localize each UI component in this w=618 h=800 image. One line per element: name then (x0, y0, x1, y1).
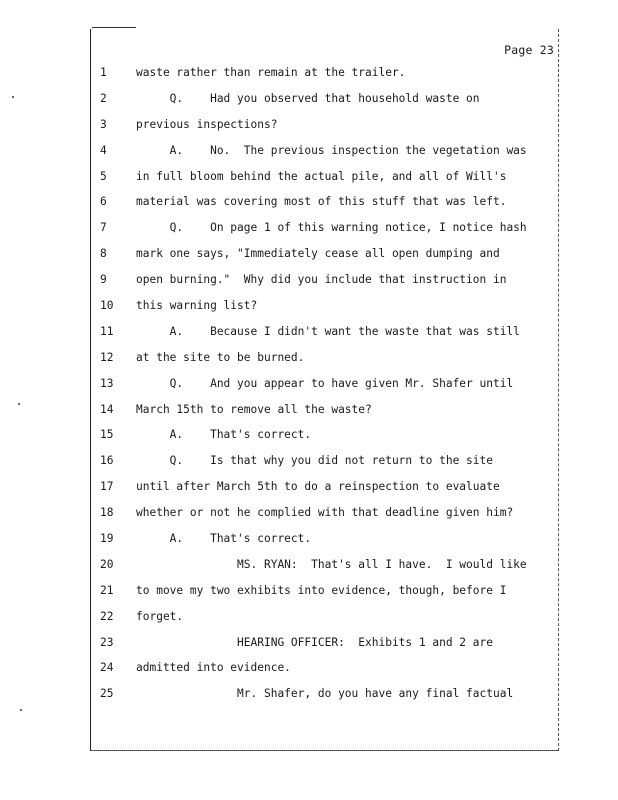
transcript-line (100, 681, 560, 707)
line-text: A. No. The previous inspection the vegetation was (136, 143, 527, 157)
line-text: until after March 5th to do a reinspection to evaluate (136, 480, 500, 494)
line-text: A. That's correct. (136, 428, 312, 442)
transcript-line (100, 345, 560, 371)
line-number: 1 (100, 66, 107, 79)
line-text: waste rather than remain at the trailer. (136, 66, 406, 79)
line-number: 2 (100, 91, 107, 105)
line-text: A. That's correct. (136, 532, 312, 546)
line-number: 9 (100, 273, 107, 287)
transcript-line (100, 319, 560, 345)
transcript-line (100, 86, 560, 112)
transcript-lines (100, 60, 560, 707)
transcript-line (100, 189, 560, 215)
transcript-line (100, 578, 560, 604)
line-number: 24 (100, 661, 114, 675)
scan-speck (18, 403, 20, 405)
transcript-line (100, 526, 560, 552)
transcript-line (100, 422, 560, 448)
line-number: 8 (100, 247, 107, 261)
line-number: 14 (100, 402, 114, 416)
line-text: mark one says, "Immediately cease all open dumping and (136, 247, 500, 261)
transcript-line (100, 371, 560, 397)
line-text: A. Because I didn't want the waste that was still (136, 324, 520, 338)
line-text: Q. Had you observed that household waste on (136, 91, 480, 105)
transcript-line (100, 60, 560, 86)
scan-speck (12, 96, 14, 98)
line-number: 17 (100, 480, 114, 494)
line-text: HEARING OFFICER: Exhibits 1 and 2 are (136, 635, 493, 649)
line-text: to move my two exhibits into evidence, though, before I (136, 583, 507, 597)
line-number: 18 (100, 506, 114, 520)
scan-speck (20, 709, 22, 711)
top-margin-tick (92, 27, 136, 28)
transcript-line (100, 448, 560, 474)
transcript-line (100, 241, 560, 267)
line-text: forget. (136, 609, 184, 623)
line-number: 22 (100, 609, 114, 623)
line-number: 12 (100, 350, 114, 364)
transcript-line (100, 164, 560, 190)
line-number: 3 (100, 117, 107, 131)
line-text: MS. RYAN: That's all I have. I would like (136, 557, 527, 571)
transcript-line (100, 267, 560, 293)
line-text: whether or not he complied with that deadline given him? (136, 506, 514, 520)
transcript-line (100, 630, 560, 656)
line-text: open burning." Why did you include that instruction in (136, 273, 507, 287)
line-number: 11 (100, 324, 114, 338)
line-text: previous inspections? (136, 117, 278, 131)
transcript-line (100, 112, 560, 138)
transcript-line (100, 138, 560, 164)
line-text: admitted into evidence. (136, 661, 291, 675)
line-text: material was covering most of this stuff that was left. (136, 195, 507, 209)
line-text: at the site to be burned. (136, 350, 305, 364)
line-number: 7 (100, 221, 107, 235)
transcript-line (100, 397, 560, 423)
line-number: 10 (100, 299, 114, 313)
line-number: 25 (100, 687, 114, 701)
line-text: Q. On page 1 of this warning notice, I notice hash (136, 221, 527, 235)
line-number: 4 (100, 143, 107, 157)
line-number: 21 (100, 583, 114, 597)
line-number: 15 (100, 428, 114, 442)
line-text: Q. And you appear to have given Mr. Shafer until (136, 376, 514, 390)
line-text: in full bloom behind the actual pile, and all of Will's (136, 169, 507, 183)
transcript-line (100, 655, 560, 681)
transcript-line (100, 552, 560, 578)
line-number: 20 (100, 557, 114, 571)
line-text: Mr. Shafer, do you have any final factual (136, 687, 514, 701)
line-text: this warning list? (136, 299, 258, 313)
transcript-line (100, 215, 560, 241)
bottom-scan-edge (92, 748, 556, 751)
line-number: 23 (100, 635, 114, 649)
transcript-line (100, 293, 560, 319)
line-number: 16 (100, 454, 114, 468)
line-number: 6 (100, 195, 107, 209)
line-number: 13 (100, 376, 114, 390)
line-text: March 15th to remove all the waste? (136, 402, 372, 416)
transcript-line (100, 500, 560, 526)
line-text: Q. Is that why you did not return to the site (136, 454, 493, 468)
transcript-line (100, 474, 560, 500)
transcript-line (100, 604, 560, 630)
page-number: Page 23 (504, 43, 554, 57)
line-number: 5 (100, 169, 107, 183)
line-number: 19 (100, 532, 114, 546)
